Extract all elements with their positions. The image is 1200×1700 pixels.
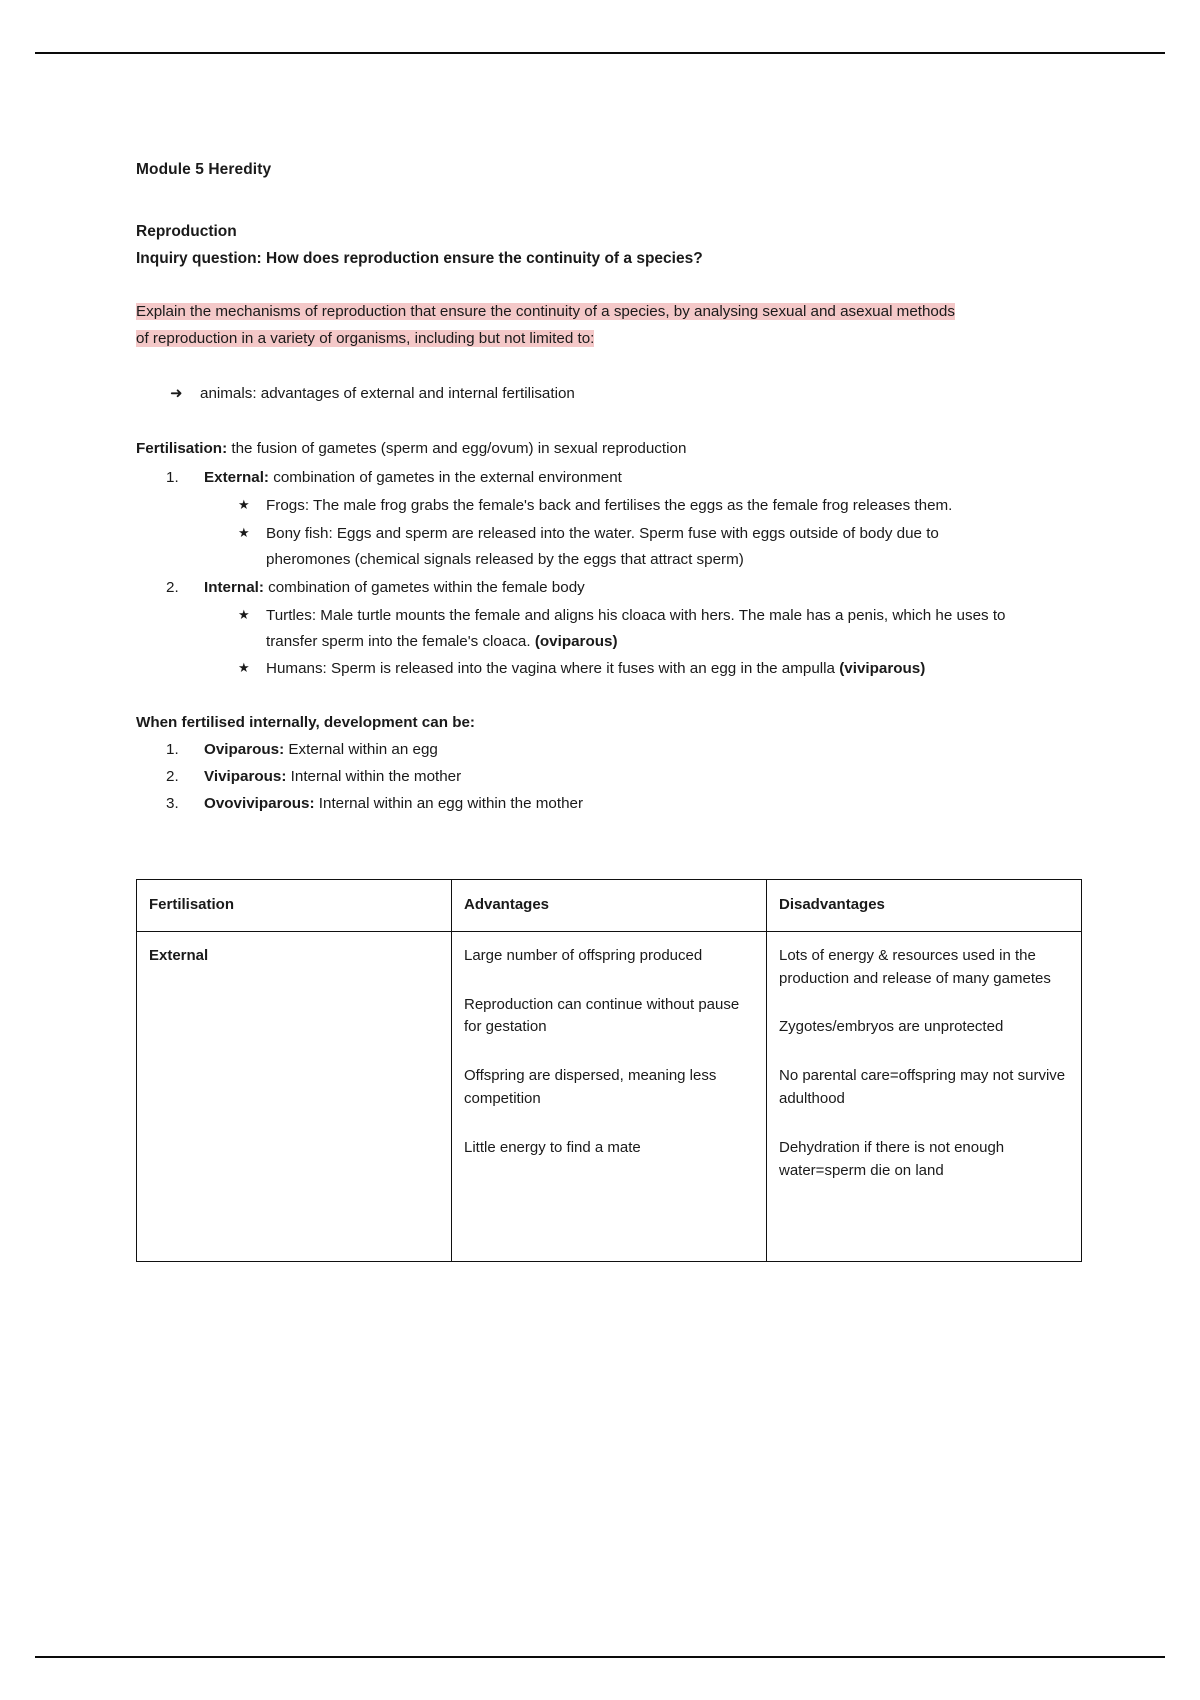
fertilisation-definition-text: the fusion of gametes (sperm and egg/ovum) in sexual reproduction	[227, 439, 687, 457]
star-icon: ★	[238, 524, 250, 540]
fertilisation-definition	[136, 437, 1016, 462]
development-label: Viviparous:	[204, 767, 287, 785]
star-icon: ★	[238, 660, 250, 676]
advantage-item: Little energy to find a mate	[464, 1138, 641, 1156]
development-list	[136, 737, 1016, 817]
inquiry-question: Inquiry question: How does reproduction ensure the continuity of a species?	[136, 249, 703, 267]
syllabus-dot-point-text: animals: advantages of external and internal fertilisation	[200, 385, 575, 403]
example-emphasis: (viviparous)	[839, 660, 926, 678]
fertilisation-type-label: Internal:	[204, 578, 264, 596]
star-icon: ★	[238, 497, 250, 513]
example-text: Humans: Sperm is released into the vagina where it fuses with an egg in the ampulla	[266, 660, 840, 678]
footer-rule	[35, 1656, 1165, 1658]
development-heading: When fertilised internally, development can be:	[136, 714, 475, 732]
development-label: Ovoviviparous:	[204, 794, 315, 812]
table-header-row	[137, 879, 1082, 931]
example-emphasis: (oviparous)	[534, 633, 618, 651]
development-definition: Internal within an egg within the mother	[314, 794, 584, 812]
disadvantage-item: Lots of energy & resources used in the production and release of many gametes	[779, 946, 1051, 987]
fertilisation-term: Fertilisation:	[136, 439, 228, 457]
example-text: Turtles: Male turtle mounts the female and aligns his cloaca with hers. The male has a penis, which he uses to transfer sperm into the female's cloaca.	[266, 606, 1006, 651]
fertilisation-type-list	[136, 465, 1016, 682]
list-item	[136, 764, 1016, 790]
cell-fertilisation-label: External	[149, 946, 209, 964]
list-item	[136, 465, 1016, 573]
fertilisation-type-definition: combination of gametes in the external environment	[269, 469, 622, 487]
fertilisation-type-definition: combination of gametes within the female body	[263, 578, 585, 596]
arrow-icon: ➜	[170, 385, 183, 403]
advantage-item: Reproduction can continue without pause for gestation	[464, 995, 740, 1036]
table-row	[137, 931, 1082, 1261]
example-list	[204, 603, 1016, 682]
fertilisation-comparison-table	[136, 879, 1082, 1262]
list-marker: 1.	[166, 469, 179, 487]
example-list	[204, 493, 1016, 572]
list-marker: 2.	[166, 767, 179, 785]
advantage-item: Large number of offspring produced	[464, 946, 703, 964]
column-header-advantages: Advantages	[452, 879, 767, 931]
disadvantage-item: Dehydration if there is not enough water=sperm die on land	[779, 1138, 1005, 1179]
list-item	[136, 791, 1016, 817]
cell-fertilisation-type	[137, 931, 452, 1261]
list-marker: 1.	[166, 740, 179, 758]
development-definition: Internal within the mother	[286, 767, 462, 785]
cell-advantages	[452, 931, 767, 1261]
syllabus-outcome	[136, 298, 968, 352]
disadvantage-item: Zygotes/embryos are unprotected	[779, 1018, 1004, 1036]
document-content	[136, 160, 1066, 1262]
column-header-fertilisation: Fertilisation	[137, 879, 452, 931]
example-text: Frogs: The male frog grabs the female's back and fertilises the eggs as the female frog releases them.	[266, 497, 953, 515]
highlighted-text: Explain the mechanisms of reproduction that ensure the continuity of a species, by analysing sexual and asexual methods of reproduction in a variety of organisms, including but not limited to:	[136, 303, 955, 348]
list-item	[136, 737, 1016, 763]
disadvantage-item: No parental care=offspring may not survive adulthood	[779, 1067, 1066, 1107]
syllabus-dot-point	[136, 382, 1016, 406]
list-item	[204, 656, 1016, 682]
list-item	[204, 493, 1016, 519]
list-item	[204, 521, 1016, 573]
list-marker: 2.	[166, 578, 179, 596]
cell-disadvantages	[767, 931, 1082, 1261]
comparison-table-wrapper	[136, 879, 1066, 1262]
star-icon: ★	[238, 606, 250, 622]
section-heading: Reproduction	[136, 222, 237, 240]
fertilisation-type-label: External:	[204, 469, 269, 487]
header-rule	[35, 52, 1165, 54]
advantage-item: Offspring are dispersed, meaning less competition	[464, 1067, 717, 1107]
column-header-disadvantages: Disadvantages	[767, 879, 1082, 931]
list-marker: 3.	[166, 794, 179, 812]
development-definition: External within an egg	[284, 740, 438, 758]
page-title: Module 5 Heredity	[136, 161, 272, 178]
example-text: Bony fish: Eggs and sperm are released into the water. Sperm fuse with eggs outside of body due to pheromones (chemical signals released by the eggs that attract sperm)	[266, 524, 939, 568]
development-label: Oviparous:	[204, 740, 285, 758]
list-item	[204, 603, 1016, 655]
list-item	[136, 575, 1016, 683]
